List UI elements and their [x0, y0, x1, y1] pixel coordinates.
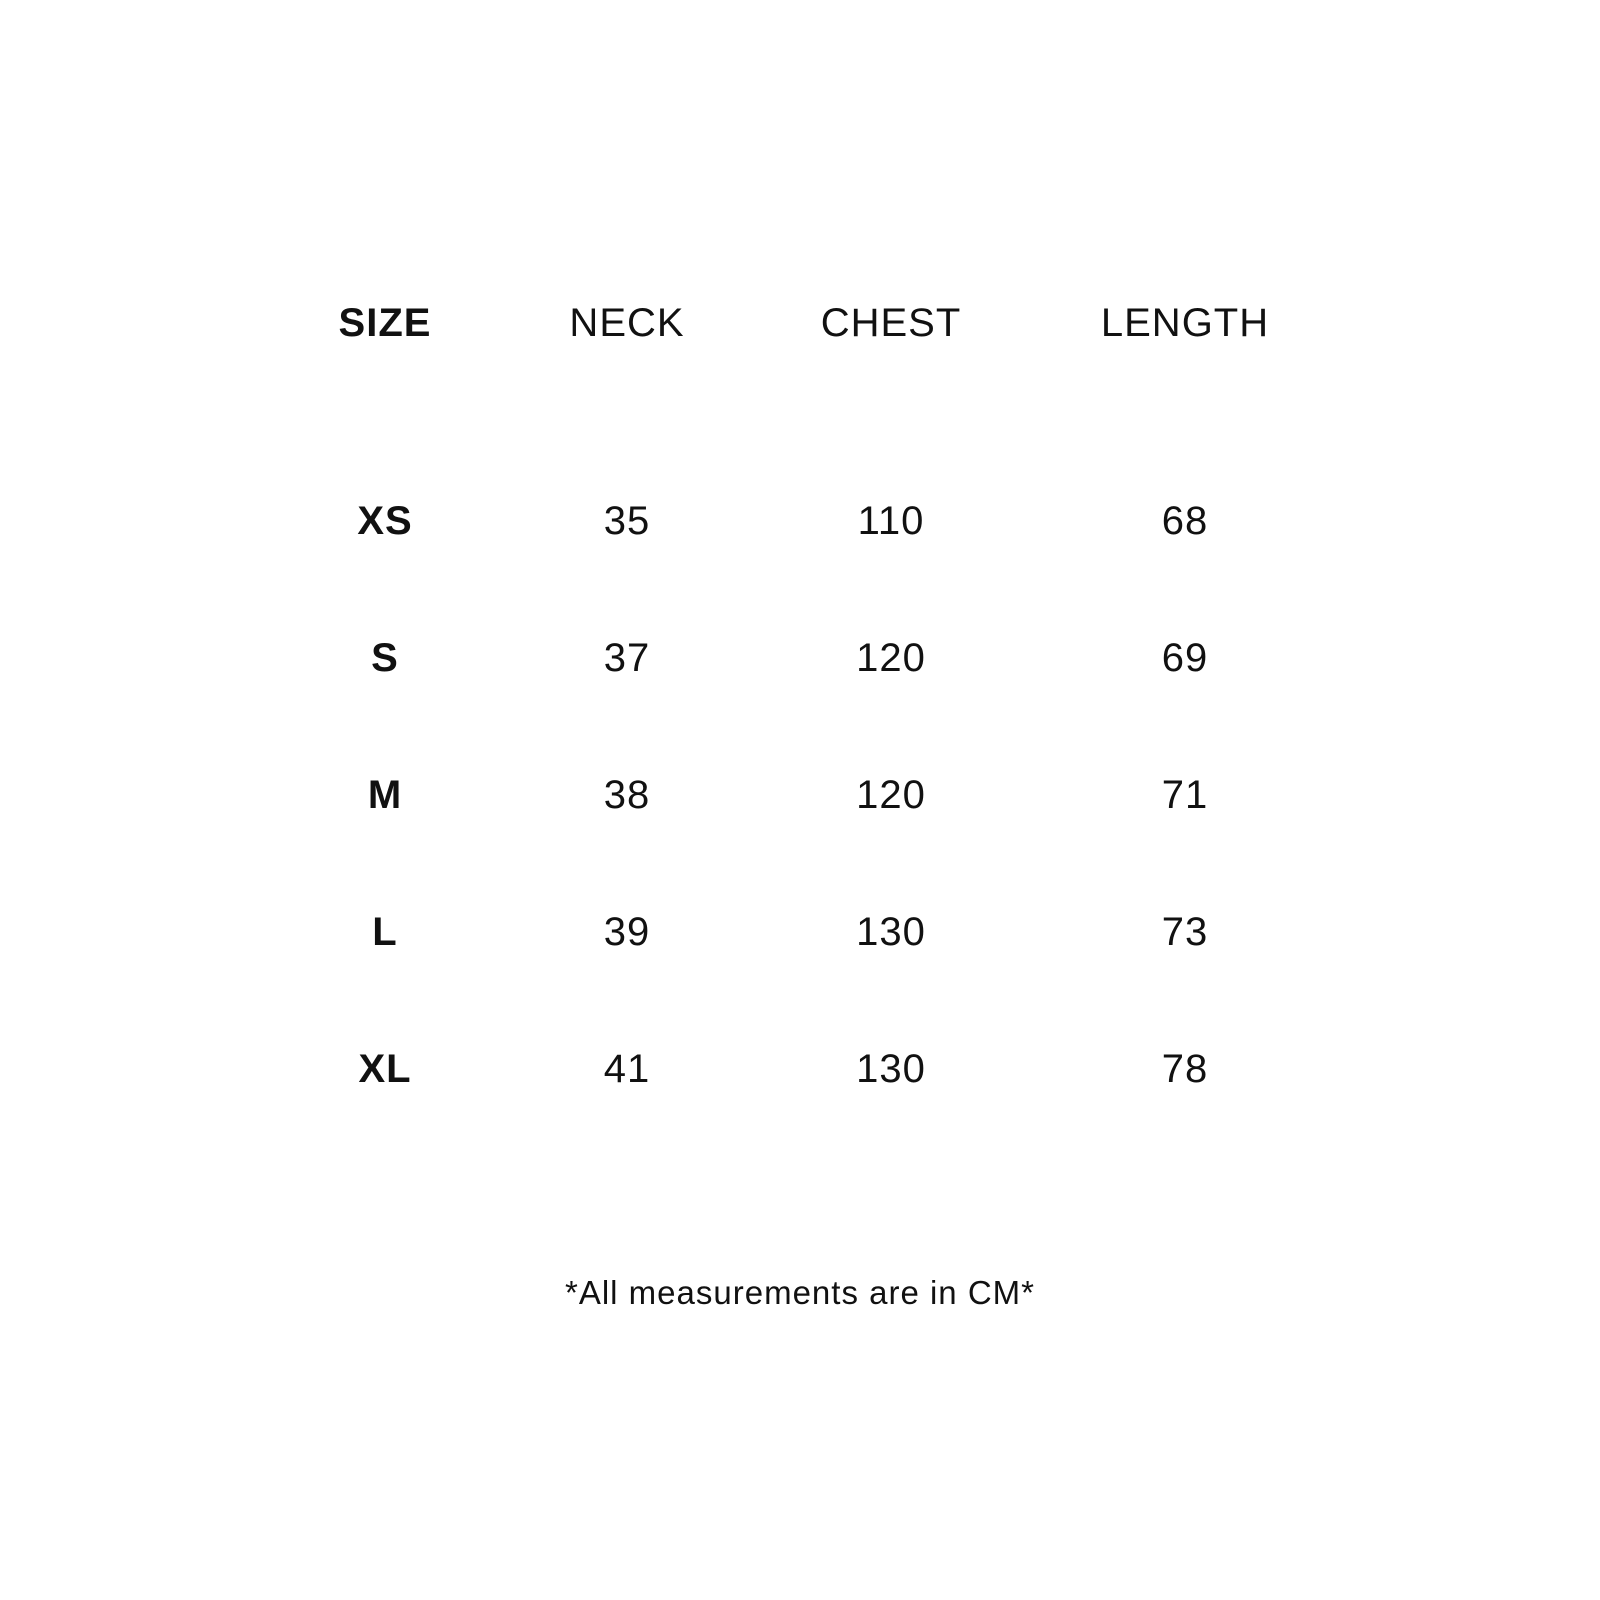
- row-size-label: S: [371, 636, 399, 680]
- row-size-label: M: [367, 773, 403, 817]
- row-length-value: 68: [1161, 499, 1209, 543]
- measurement-footnote: *All measurements are in CM*: [565, 1274, 1035, 1311]
- row-chest-value: 110: [857, 499, 925, 543]
- row-neck-value: 37: [603, 636, 651, 680]
- row-length-value: 71: [1161, 773, 1209, 817]
- row-neck-value: 38: [603, 773, 651, 817]
- row-size-label: XS: [357, 499, 413, 543]
- row-chest-value: 120: [856, 636, 926, 680]
- row-neck-value: 35: [603, 499, 651, 543]
- header-neck: NECK: [569, 301, 685, 345]
- row-chest-value: 130: [856, 1047, 926, 1091]
- row-neck-value: 41: [603, 1047, 651, 1091]
- row-chest-value: 120: [856, 773, 926, 817]
- header-size: SIZE: [338, 301, 432, 345]
- header-length: LENGTH: [1100, 301, 1270, 345]
- row-size-label: XL: [358, 1047, 412, 1091]
- row-length-value: 73: [1161, 910, 1209, 954]
- row-chest-value: 130: [856, 910, 926, 954]
- row-length-value: 78: [1161, 1047, 1209, 1091]
- row-size-label: L: [372, 910, 398, 954]
- row-neck-value: 39: [603, 910, 651, 954]
- row-length-value: 69: [1161, 636, 1209, 680]
- header-chest: CHEST: [820, 301, 962, 345]
